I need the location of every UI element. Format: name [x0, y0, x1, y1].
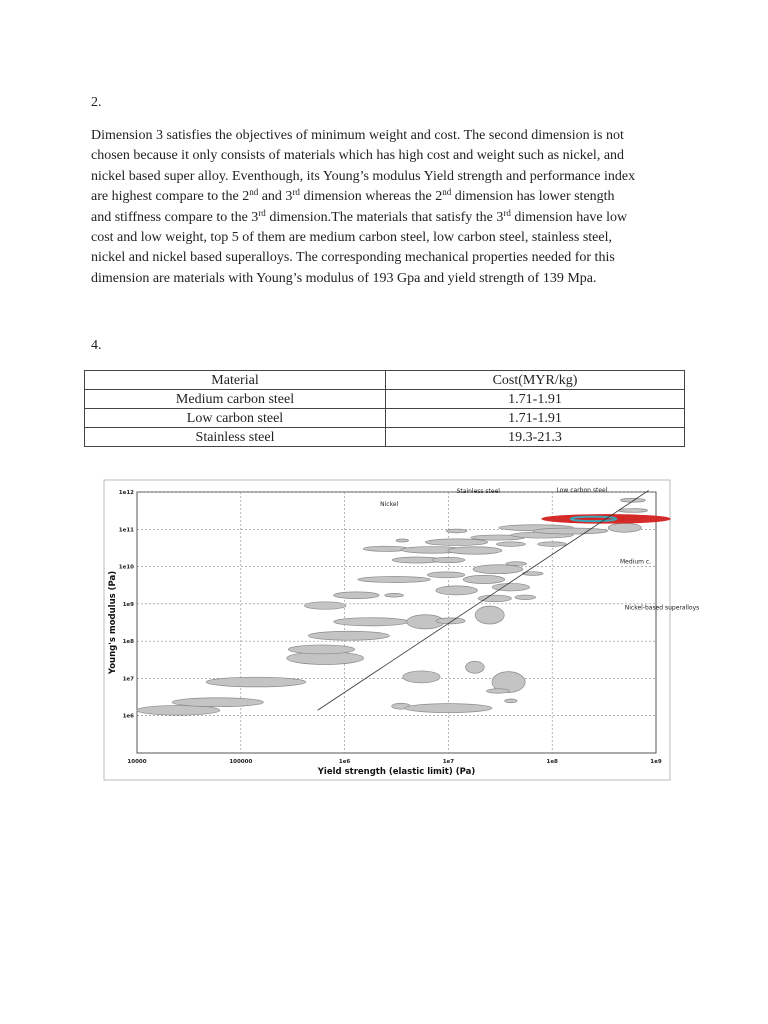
x-tick-label: 100000 [229, 759, 253, 765]
material-bubble [405, 704, 492, 713]
text-run: dimension whereas the 2 [299, 189, 443, 205]
material-bubble [515, 595, 536, 599]
text-run: are highest compare to the 2 [91, 189, 250, 205]
paragraph-line [91, 146, 691, 166]
superscript: rd [503, 207, 511, 218]
material-annotation: Nickel [380, 501, 399, 509]
table-row [85, 409, 685, 428]
material-bubble [496, 542, 525, 546]
material-bubble [475, 606, 504, 624]
material-bubble [427, 572, 464, 578]
superscript: nd [442, 187, 452, 198]
material-cell: Medium carbon steel [85, 390, 386, 409]
text-run: dimension.The materials that satisfy the 3 [265, 209, 504, 225]
material-bubble [385, 593, 404, 597]
material-bubble [358, 577, 431, 583]
cost-cell: 1.71-1.91 [386, 390, 685, 409]
paragraph-line [91, 248, 691, 268]
cost-cell: 19.3-21.3 [386, 428, 685, 447]
material-annotation: Medium c. [620, 558, 652, 566]
material-cell: Stainless steel [85, 428, 386, 447]
y-tick-label: 1e9 [122, 601, 134, 608]
y-tick-label: 1e8 [122, 639, 134, 646]
material-bubble [505, 699, 517, 703]
material-bubble [538, 542, 567, 546]
material-bubble [396, 539, 408, 542]
material-bubble [608, 523, 641, 532]
text-run: nickel based super alloy. Eventhough, its Young’s modulus Yield strength and performance index [91, 168, 636, 184]
material-bubble [436, 618, 465, 624]
material-cost-table [84, 370, 685, 447]
material-bubble [533, 528, 608, 534]
text-run: cost and low weight, top 5 of them are medium carbon steel, low carbon steel, stainless steel, [91, 230, 612, 246]
y-tick-label: 1e10 [118, 564, 134, 571]
superscript: rd [292, 187, 300, 198]
superscript: rd [258, 207, 266, 218]
paragraph-line [91, 187, 691, 207]
text-run: dimension have low [510, 209, 628, 225]
material-bubble [288, 645, 354, 654]
material-cell: Low carbon steel [85, 409, 386, 428]
cost-cell: 1.71-1.91 [386, 409, 685, 428]
table-header-row [85, 371, 685, 390]
x-tick-label: 1e9 [650, 759, 662, 765]
x-tick-label: 1e8 [546, 759, 558, 765]
text-run: dimension has lower stength [451, 189, 615, 205]
column-header-cost: Cost(MYR/kg) [386, 371, 685, 390]
material-bubble [463, 575, 505, 583]
text-run: and 3 [258, 189, 293, 205]
material-annotation: Low carbon steel [556, 487, 608, 494]
material-annotation: Nickel-based superalloys [624, 604, 700, 612]
text-run: and stiffness compare to the 3 [91, 209, 259, 225]
paragraph-line [91, 208, 691, 228]
paragraph-line [91, 228, 691, 248]
material-selection-chart [104, 480, 700, 780]
material-bubble [492, 583, 529, 590]
answer-paragraph [91, 126, 691, 289]
question-number-2: 2. [91, 95, 102, 110]
material-bubble [172, 698, 263, 707]
y-tick-label: 1e6 [122, 713, 134, 720]
x-tick-label: 1e6 [338, 759, 351, 765]
paragraph-line [91, 126, 691, 146]
text-run: nickel and nickel based superalloys. The corresponding mechanical properties needed for this [91, 250, 615, 266]
material-bubble [304, 602, 346, 609]
material-bubble [621, 498, 646, 502]
text-run: chosen because it only consists of materials which has high cost and weight such as nickel, and [91, 148, 625, 164]
ashby-chart-svg [104, 480, 700, 780]
y-tick-label: 1e12 [118, 490, 134, 496]
y-tick-label: 1e11 [118, 527, 134, 534]
material-bubble [206, 677, 306, 687]
material-annotation: Stainless steel [456, 487, 500, 495]
column-header-material: Material [85, 371, 386, 390]
material-bubble [448, 547, 502, 554]
material-bubble [618, 509, 647, 513]
material-bubble [466, 661, 485, 673]
x-tick-label: 10000 [127, 759, 147, 765]
material-bubble [446, 529, 467, 533]
material-bubble [487, 689, 510, 693]
material-bubble [403, 671, 440, 683]
table-row [85, 428, 685, 447]
table-row [85, 390, 685, 409]
y-axis-label: Young's modulus (Pa) [108, 570, 118, 675]
material-bubble [432, 557, 465, 562]
x-axis-label: Yield strength (elastic limit) (Pa) [317, 767, 476, 777]
text-run: Dimension 3 satisfies the objectives of minimum weight and cost. The second dimension is not [91, 128, 624, 143]
paragraph-line [91, 167, 691, 187]
material-bubble [473, 565, 523, 574]
question-number-4: 4. [91, 338, 102, 353]
y-tick-label: 1e7 [122, 676, 134, 683]
material-bubble [334, 592, 380, 599]
material-bubble [334, 618, 409, 626]
material-bubble [436, 586, 478, 595]
material-bubble [308, 631, 389, 640]
text-run: dimension are materials with Young’s modulus of 193 Gpa and yield strength of 139 Mpa. [91, 270, 597, 286]
x-tick-label: 1e7 [442, 759, 455, 765]
superscript: nd [249, 187, 259, 198]
material-bubble [506, 562, 527, 566]
paragraph-line [91, 269, 691, 289]
